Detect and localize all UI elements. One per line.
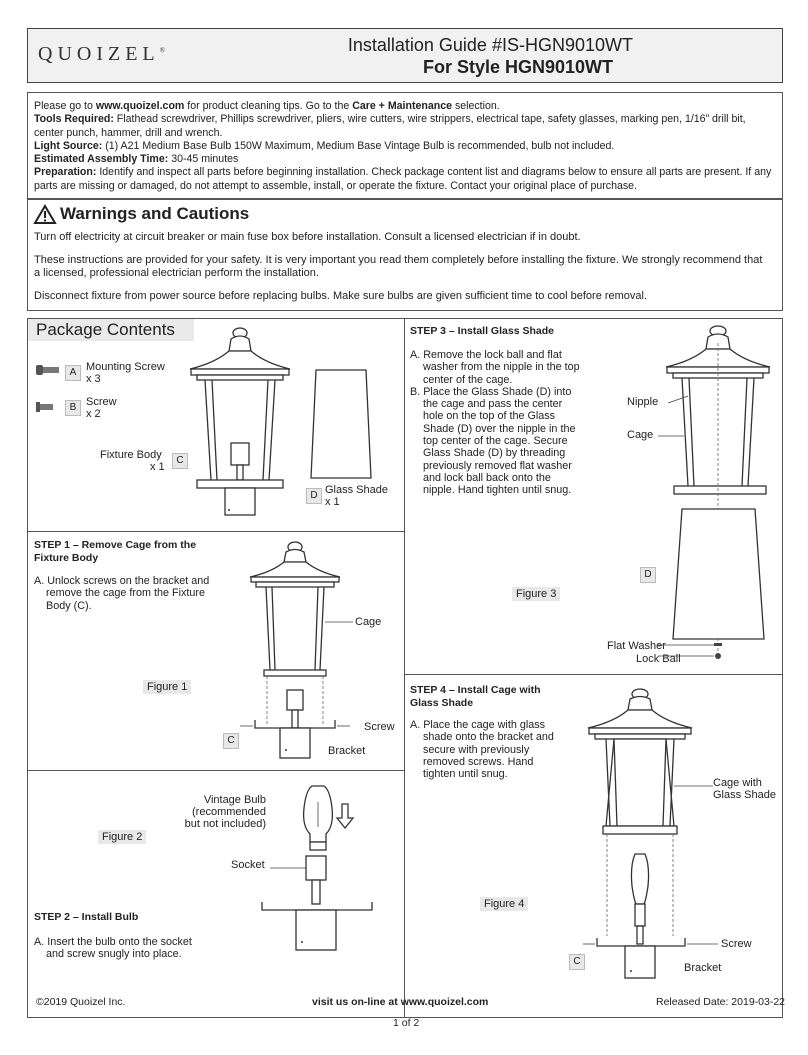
mounting-screw-icon xyxy=(36,364,60,376)
badge-b: B xyxy=(65,400,81,416)
step1-badge-c: C xyxy=(223,733,239,749)
step1-text: A. Unlock screws on the bracket and remove the cage from the Fixture Body (C). xyxy=(34,575,210,612)
page-number: 1 of 2 xyxy=(393,1017,420,1029)
step4-bracket-label: Bracket xyxy=(684,962,722,974)
warning-p1: Turn off electricity at circuit breaker or main fuse box before installation. Consult a licensed electrician if in doubt. xyxy=(34,231,581,243)
nipple-label: Nipple xyxy=(627,396,659,408)
step1-illustration xyxy=(250,540,360,770)
figure-2-label: Figure 2 xyxy=(98,830,146,844)
warning-icon xyxy=(34,205,56,224)
divider-step3 xyxy=(404,674,783,675)
cage-with-shade-label-2: Glass Shade xyxy=(713,789,776,801)
step4-badge-c: C xyxy=(569,954,585,970)
step4-illustration xyxy=(588,686,713,986)
step1-bracket-label: Bracket xyxy=(328,745,366,757)
step2-title: STEP 2 – Install Bulb xyxy=(34,911,139,923)
release-date: Released Date: 2019-03-22 xyxy=(656,996,786,1008)
website-link[interactable]: www.quoizel.com xyxy=(95,100,185,112)
divider-step1 xyxy=(27,770,405,771)
footer-website-link[interactable]: www.quoizel.com xyxy=(400,996,489,1008)
warning-p2: These instructions are provided for your safety. It is very important you read them completely before installing the fixture. We strongly recommend that a licensed, professional electrician perform the installation. xyxy=(34,254,763,279)
figure-4-label: Figure 4 xyxy=(480,897,528,911)
step2-text: A. Insert the bulb onto the socket and screw snugly into place. xyxy=(34,936,192,961)
screw-icon xyxy=(36,402,54,412)
warning-p3: Disconnect fixture from power source before replacing bulbs. Make sure bulbs are given sufficient time to cool before removal. xyxy=(34,290,648,302)
step4-title: STEP 4 – Install Cage with Glass Shade xyxy=(410,684,541,709)
step2-illustration xyxy=(260,782,380,952)
step3-cage-label: Cage xyxy=(627,429,654,441)
copyright: ©2019 Quoizel Inc. xyxy=(36,996,126,1008)
badge-d: D xyxy=(306,488,322,504)
item-b-qty: x 2 xyxy=(86,408,101,420)
bulb-label-1: Vintage Bulb xyxy=(203,794,266,806)
package-contents-title: Package Contents xyxy=(28,319,194,341)
cage-with-shade-label-1: Cage with xyxy=(713,777,762,789)
item-a-name: Mounting Screw xyxy=(86,361,165,373)
glass-shade-illustration xyxy=(310,368,372,480)
info-text: Please go to www.quoizel.com for product cleaning tips. Go to the Care + Maintenance selection. Tools Required: Flathead screwdriver, Phillips screwdriver, pliers, wire cutters, wire strippers, electrical tape, safety glasses, marking pen, 1/16” drill bit, center punch, hammer, drill and wrench. Light Source: (1) A21 Medium Base Bulb 150W Maximum, Medium Base Vintage Bulb is recommended, bulb not included. Estimated Assembly Time: 30-45 minutes Preparation: Identify and inspect all parts before beginning installation. Check package content list and diagrams below to ensure all parts are present. If any parts are missing or damaged, do not attempt to assemble, install, or operate the fixture. Contact your original place of purchase. xyxy=(34,100,772,192)
item-c-name: Fixture Body xyxy=(100,449,162,461)
flat-washer-label: Flat Washer xyxy=(607,640,666,652)
item-b-name: Screw xyxy=(86,396,117,408)
step1-title: STEP 1 – Remove Cage from the Fixture Body xyxy=(34,539,197,564)
bulb-label-2: (recommended xyxy=(192,806,266,818)
lock-ball-label: Lock Ball xyxy=(636,653,681,665)
step4-screw-label: Screw xyxy=(721,938,752,950)
badge-c: C xyxy=(172,453,188,469)
item-d-qty: x 1 xyxy=(325,496,340,508)
badge-a: A xyxy=(65,365,81,381)
fixture-body-illustration xyxy=(185,325,295,515)
bulb-label-3: but not included) xyxy=(184,818,266,830)
step3-badge-d: D xyxy=(640,567,656,583)
step4-text: A. Place the cage with glass shade onto the bracket and secure with previously removed screws. Hand tighten until snug. xyxy=(410,719,554,781)
item-a-qty: x 3 xyxy=(86,373,101,385)
item-d-name: Glass Shade xyxy=(325,484,388,496)
quoizel-logo: QUOIZEL® xyxy=(38,43,165,65)
step3-title: STEP 3 – Install Glass Shade xyxy=(410,325,554,337)
step3-text: A. Remove the lock ball and flat washer from the nipple in the top center of the cage. B. Place the Glass Shade (D) into the cage and pass the center hole on the top of the Glass Shade (D) over the nipple in the top center of the cage. Secure Glass Shade (D) by threading previously removed flat washer and lock ball back onto the nipple. Hand tighten until snug. xyxy=(410,349,580,497)
style-title: For Style HGN9010WT xyxy=(422,57,613,77)
divider-pkg xyxy=(27,531,405,532)
figure-1-label: Figure 1 xyxy=(143,680,191,694)
guide-title: Installation Guide #IS-HGN9010WT xyxy=(347,35,633,55)
socket-label: Socket xyxy=(231,859,265,871)
warnings-title: Warnings and Cautions xyxy=(60,204,250,223)
step1-screw-label: Screw xyxy=(364,721,395,733)
item-c-qty: x 1 xyxy=(150,461,165,473)
step3-illustration xyxy=(660,323,790,663)
step1-cage-label: Cage xyxy=(355,616,382,628)
visit-text: visit us on-line at www.quoizel.com xyxy=(312,996,489,1008)
figure-3-label: Figure 3 xyxy=(512,587,560,601)
column-divider xyxy=(404,318,405,1018)
